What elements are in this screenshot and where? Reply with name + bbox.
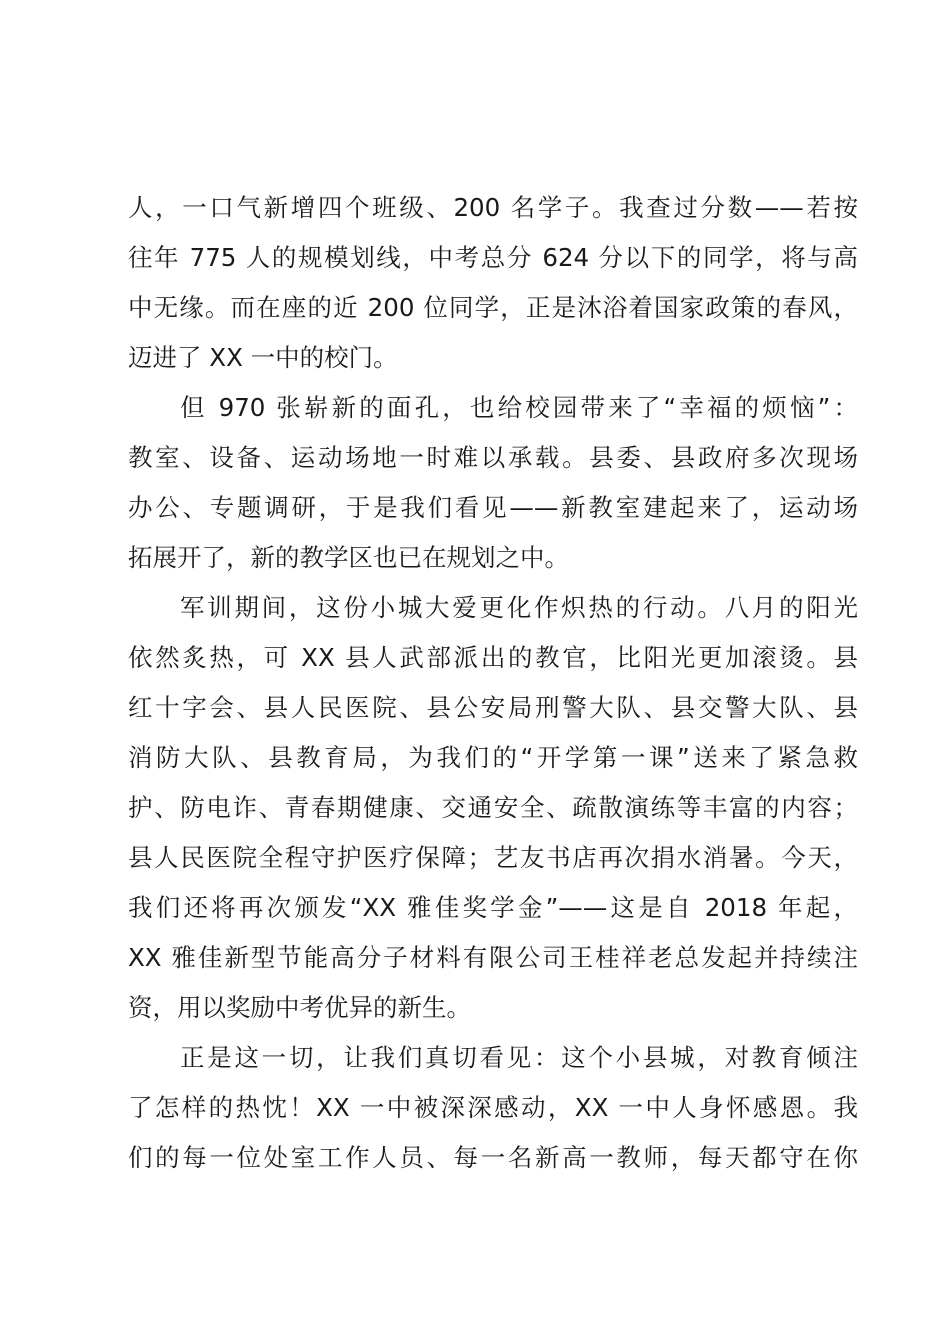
paragraph-first-line: 但 970 张崭新的面孔，也给校园带来了“幸福的烦恼”： bbox=[180, 393, 858, 422]
text-line: 护、防电诈、青春期健康、交通安全、疏散演练等丰富的内容； bbox=[128, 793, 858, 822]
text-line: 人，一口气新增四个班级、200 名学子。我查过分数——若按 bbox=[128, 193, 858, 222]
text-line: 依然炙热，可 XX 县人武部派出的教官，比阳光更加滚烫。县 bbox=[128, 643, 858, 672]
text-line: 县人民医院全程守护医疗保障；艺友书店再次捐水消暑。今天， bbox=[128, 843, 858, 872]
text-line: 了怎样的热忱！XX 一中被深深感动，XX 一中人身怀感恩。我 bbox=[128, 1093, 858, 1122]
text-line: 往年 775 人的规模划线，中考总分 624 分以下的同学，将与高 bbox=[128, 243, 858, 272]
text-line: 拓展开了，新的教学区也已在规划之中。 bbox=[128, 543, 569, 572]
body-text bbox=[128, 183, 858, 1183]
text-line: 消防大队、县教育局，为我们的“开学第一课”送来了紧急救 bbox=[128, 743, 858, 772]
text-line: 迈进了 XX 一中的校门。 bbox=[128, 343, 398, 372]
text-line: 资，用以奖励中考优异的新生。 bbox=[128, 993, 471, 1022]
text-line: XX 雅佳新型节能高分子材料有限公司王桂祥老总发起并持续注 bbox=[128, 943, 858, 972]
text-line: 们的每一位处室工作人员、每一名新高一教师，每天都守在你 bbox=[128, 1143, 858, 1172]
text-line: 中无缘。而在座的近 200 位同学，正是沐浴着国家政策的春风， bbox=[128, 293, 858, 322]
paragraph-first-line: 正是这一切，让我们真切看见：这个小县城，对教育倾注 bbox=[180, 1043, 858, 1072]
text-line: 办公、专题调研，于是我们看见——新教室建起来了，运动场 bbox=[128, 493, 858, 522]
paragraph-first-line: 军训期间，这份小城大爱更化作炽热的行动。八月的阳光 bbox=[180, 593, 858, 622]
text-line: 教室、设备、运动场地一时难以承载。县委、县政府多次现场 bbox=[128, 443, 858, 472]
text-line: 我们还将再次颁发“XX 雅佳奖学金”——这是自 2018 年起， bbox=[128, 893, 858, 922]
text-line: 红十字会、县人民医院、县公安局刑警大队、县交警大队、县 bbox=[128, 693, 858, 722]
